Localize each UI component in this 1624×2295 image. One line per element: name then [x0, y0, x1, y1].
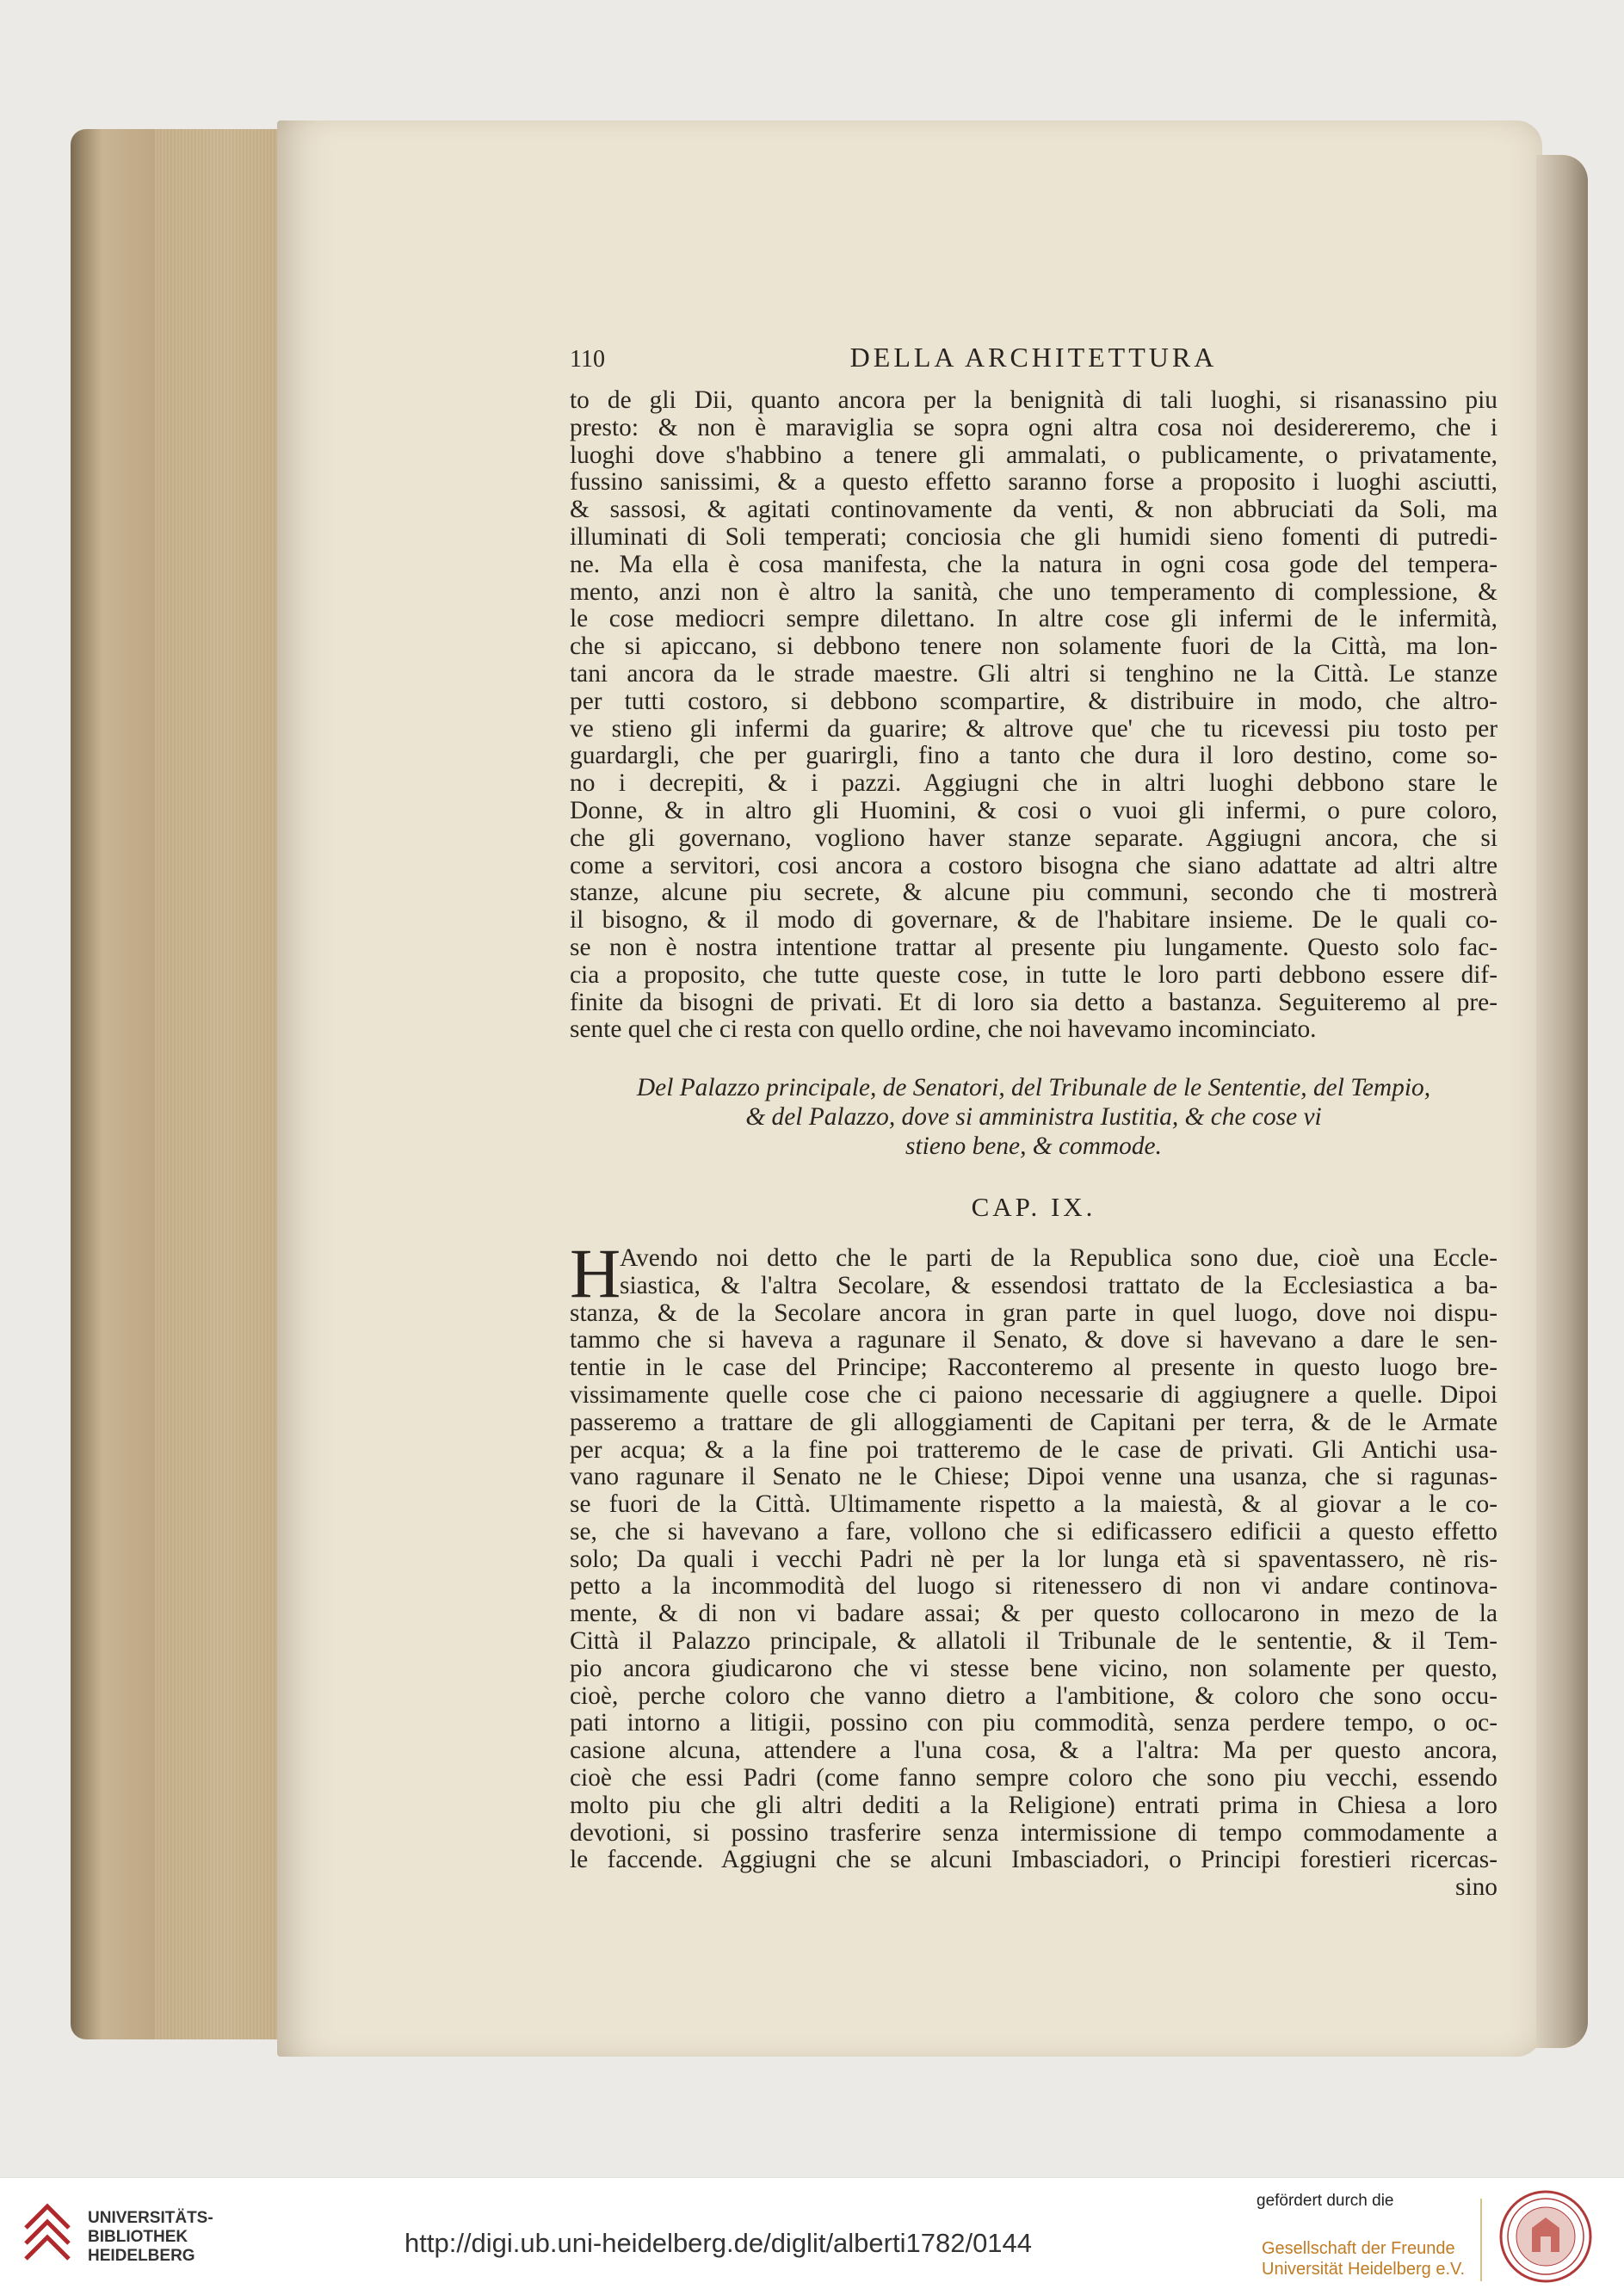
running-head-title: DELLA ARCHITETTURA	[849, 342, 1218, 373]
text-line: molto piu che gli altri dediti a la Religione) entrati prima in Chiesa a loro	[570, 1791, 1497, 1819]
text-line: per acqua; & a la fine poi tratteremo de le case de privati. Gli Antichi usa-	[570, 1435, 1497, 1464]
text-line: tentie in le case del Principe; Racconteremo al presente in questo luogo bre-	[570, 1354, 1497, 1382]
text-line: che gli governano, vogliono haver stanze separate. Aggiugni ancora, che si	[570, 824, 1497, 852]
funded-by-label: gefördert durch die	[1257, 2192, 1394, 2210]
library-logo-icon	[17, 2193, 77, 2280]
text-line: se fuori de la Città. Ultimamente rispetto a la maiestà, & al giovar a le co-	[570, 1490, 1497, 1519]
text-line: guardargli, che per guarirgli, fino a tanto che dura il loro destino, come so-	[570, 742, 1497, 770]
society-name	[1262, 2238, 1465, 2280]
text-line: il bisogno, & il modo di governare, & de l'habitare insieme. De le quali co-	[570, 906, 1497, 935]
text-line: vissimamente quelle cose che ci paiono necessarie di aggiugnere a quelle. Dipoi	[570, 1380, 1497, 1409]
facing-page-edge	[1536, 155, 1588, 2048]
chapter-title	[570, 1073, 1497, 1161]
text-line: passeremo a trattare de gli alloggiamenti de Capitani per terra, & de le Armate	[570, 1408, 1497, 1436]
society-seal-icon	[1497, 2188, 1594, 2285]
book-page-edges	[155, 129, 293, 2039]
text-line: stanze, alcune piu secrete, & alcune piu communi, secondo che ti mostrerà	[570, 879, 1497, 907]
text-line: pati intorno a litigii, possino con piu commodità, senza perdere tempo, o oc-	[570, 1709, 1497, 1737]
chapter-title-line: & del Palazzo, dove si amministra Iustitia, & che cose vi	[745, 1103, 1322, 1132]
text-line: mente, & di non vi badare assai; & per questo collocarono in mezo de la	[570, 1600, 1497, 1628]
viewer-footer	[0, 2177, 1624, 2295]
library-name	[88, 2209, 213, 2266]
text-line: per tutti costoro, si debbono scompartire, & distribuire in modo, che altro-	[570, 687, 1497, 715]
society-name-line: Universität Heidelberg e.V.	[1262, 2260, 1466, 2279]
text-line: siastica, & l'altra Secolare, & essendosi trattato de la Ecclesiastica a ba-	[620, 1271, 1497, 1299]
text-line: finite da bisogni de privati. Et di loro sia detto a bastanza. Seguiteremo al pre-	[570, 988, 1497, 1016]
text-line: presto: & non è maraviglia se sopra ogni altra cosa noi desidereremo, che i	[570, 413, 1497, 441]
paragraph-previous-chapter	[570, 387, 1497, 1044]
footer-divider	[1480, 2199, 1482, 2281]
text-line: cia a proposito, che tutte queste cose, in tutte le loro parti debbono essere dif-	[570, 960, 1497, 989]
running-head	[570, 344, 1497, 387]
chapter-number: CAP. IX.	[971, 1192, 1096, 1223]
text-line: fussino sanissimi, & a questo effetto saranno forse a proposito i luoghi asciutti,	[570, 468, 1497, 497]
text-line: stanza, & de la Secolare ancora in gran parte in quel luogo, dove noi dispu-	[570, 1299, 1497, 1327]
text-line: cioè che essi Padri (come fanno sempre coloro che sono piu vecchi, essendo	[570, 1764, 1497, 1792]
text-line: che si apiccano, si debbono tenere non solamente fuori de la Città, ma lon-	[570, 632, 1497, 661]
text-line: cioè, perche coloro che vanno dietro a l'ambitione, & coloro che sono occu-	[570, 1681, 1497, 1710]
text-line: Donne, & in altro gli Huomini, & cosi o vuoi gli infermi, o pure coloro,	[570, 796, 1497, 824]
text-line: ne. Ma ella è cosa manifesta, che la natura in ogni cosa gode del tempera-	[570, 550, 1497, 578]
text-line: tammo che si haveva a ragunare il Senato, & dove si havevano a dare le sen-	[570, 1326, 1497, 1354]
text-line: & sassosi, & agitati continovamente da venti, & non abbruciati da Soli, ma	[570, 496, 1497, 524]
text-line: Città il Palazzo principale, & allatoli il Tribunale de le sententie, & il Tem-	[570, 1627, 1497, 1656]
library-name-line: UNIVERSITÄTS-	[88, 2209, 213, 2227]
catchword: sino	[1455, 1873, 1497, 1902]
chapter-lines	[570, 1233, 1497, 1874]
text-line: solo; Da quali i vecchi Padri nè per la lor lunga età si spaventassero, nè ris-	[570, 1545, 1497, 1573]
text-line: come a servitori, cosi ancora a costoro bisogna che siano adattate ad altri altre	[570, 851, 1497, 879]
text-line: luoghi dove s'habbino a tenere gli ammalati, o publicamente, o privatamente,	[570, 441, 1497, 469]
text-line: sente quel che ci resta con quello ordine, che noi havevamo incominciato.	[570, 1015, 1317, 1044]
library-name-line: HEIDELBERG	[88, 2247, 195, 2265]
text-line: ve stieno gli infermi da guarire; & altrove que' che tu ricevessi piu tosto per	[570, 714, 1497, 743]
text-line: se non è nostra intentione trattar al presente piu lungamente. Questo solo fac-	[570, 933, 1497, 961]
text-line: petto a la incommodità del luogo si ritenessero di non vi andare continova-	[570, 1572, 1497, 1601]
library-name-line: BIBLIOTHEK	[88, 2228, 188, 2246]
text-line: vano ragunare il Senato ne le Chiese; Dipoi venne una usanza, che si ragunas-	[570, 1463, 1497, 1491]
text-line: to de gli Dii, quanto ancora per la benignità di tali luoghi, si risanassino piu	[570, 386, 1497, 414]
permalink-url[interactable]: http://digi.ub.uni-heidelberg.de/diglit/alberti1782/0144	[404, 2228, 1033, 2258]
chapter-title-line: stieno bene, & commode.	[905, 1132, 1162, 1161]
text-line: se, che si havevano a fare, vollono che si edificassero edificii a questo effetto	[570, 1517, 1497, 1545]
text-line: illuminati di Soli temperati; conciosia che gli humidi sieno fomenti di putredi-	[570, 522, 1497, 551]
chapter-paragraph	[570, 1233, 1497, 1874]
page-text	[570, 344, 1497, 1902]
text-line: casione alcuna, attendere a l'una cosa, & a l'altra: Ma per questo ancora,	[570, 1737, 1497, 1765]
text-line: tani ancora da le strade maestre. Gli altri si tenghino ne la Città. Le stanze	[570, 659, 1497, 688]
chapter-title-line: Del Palazzo principale, de Senatori, del Tribunale de le Sententie, del Tempio,	[636, 1074, 1431, 1102]
drop-cap: H	[570, 1233, 621, 1312]
text-line: devotioni, si possino trasferire senza intermissione di tempo commodamente a	[570, 1818, 1497, 1847]
text-line: no i decrepiti, & i pazzi. Aggiugni che in altri luoghi debbono stare le	[570, 769, 1497, 798]
text-line: mento, anzi non è altro la sanità, che uno temperamento di complessione, &	[570, 577, 1497, 606]
society-name-line: Gesellschaft der Freunde	[1262, 2239, 1455, 2258]
text-line: pio ancora giudicarono che vi stesse bene vicino, non solamente per questo,	[570, 1654, 1497, 1682]
page-number: 110	[570, 346, 605, 373]
text-line: Avendo noi detto che le parti de la Republica sono due, cioè una Eccle-	[620, 1243, 1497, 1272]
text-line: le cose mediocri sempre dilettano. In altre cose gli infermi de le infermità,	[570, 605, 1497, 633]
text-line: le faccende. Aggiugni che se alcuni Imbasciadori, o Principi forestieri ricercas-	[570, 1846, 1497, 1874]
